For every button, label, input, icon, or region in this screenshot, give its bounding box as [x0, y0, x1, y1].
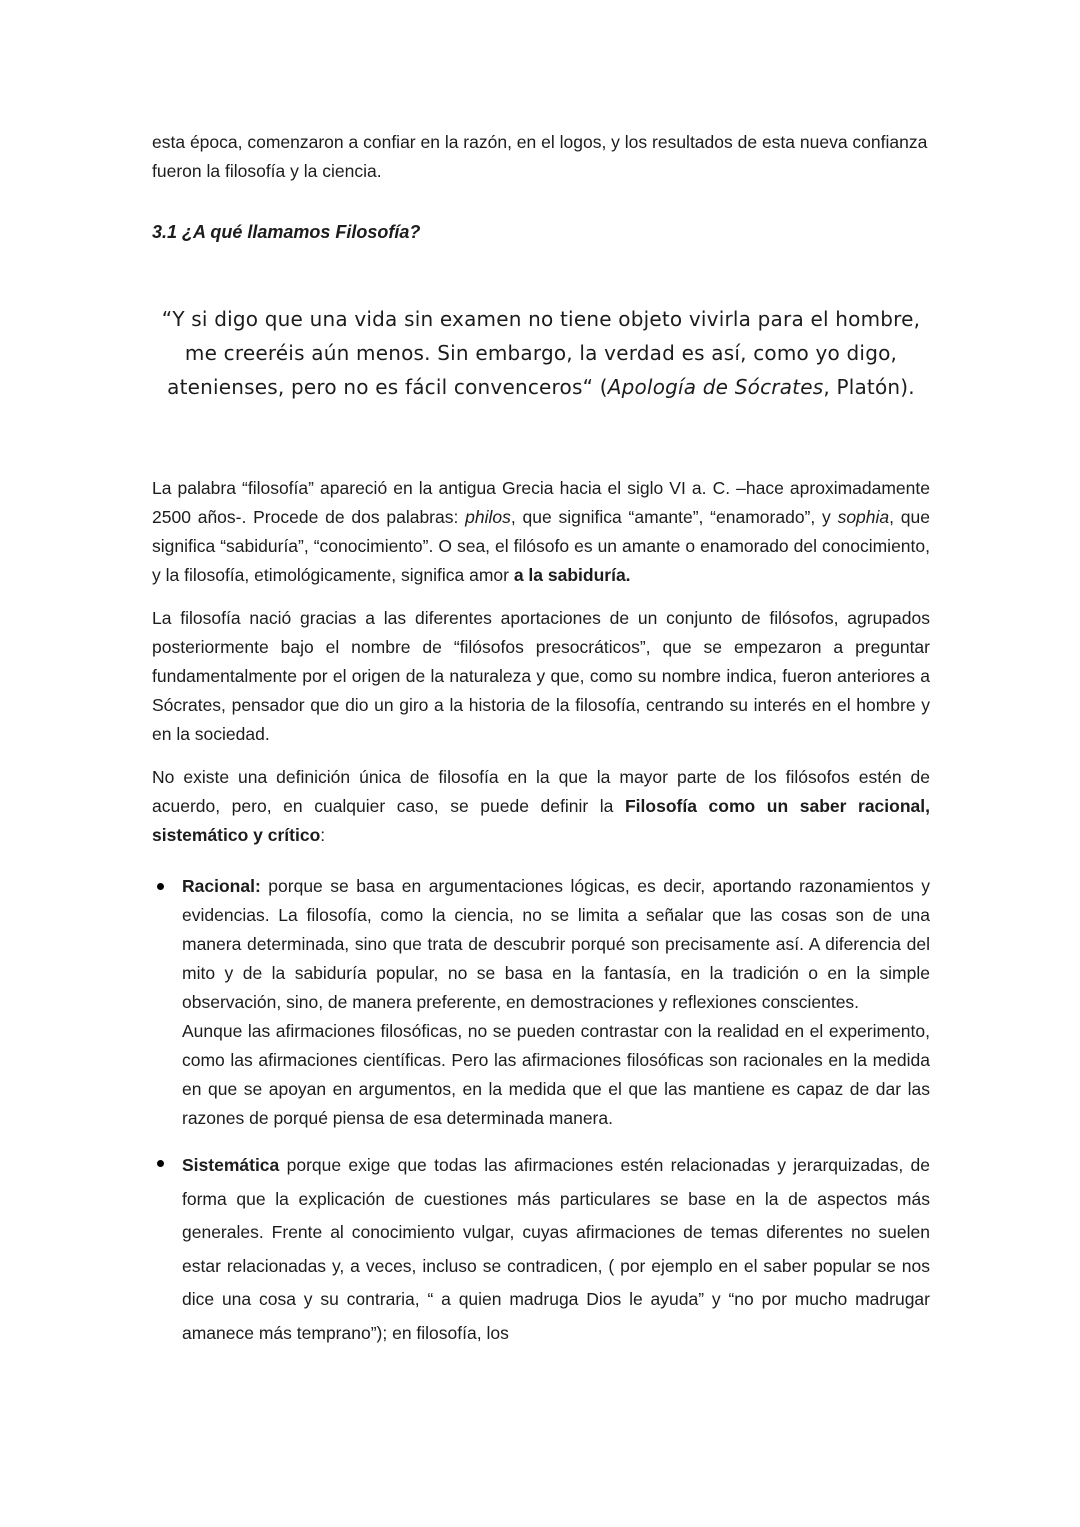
paragraph-etymology: La palabra “filosofía” apareció en la antigua Grecia hacia el siglo VI a. C. –hace aproximadamente 2500 años-. Procede de dos palabras: philos, que significa “amante”, “enamorado”, y sophia, que significa “sabiduría”, “conocimiento”. O sea, el filósofo es un amante o enamorado del conocimiento, y la filosofía, etimológicamente, significa amor a la sabiduría. [152, 478, 930, 585]
list-item-racional: Racional: porque se basa en argumentaciones lógicas, es decir, aportando razonamientos y evidencias. La filosofía, como la ciencia, no se limita a señalar que las cosas son de una manera determinada, sino que trata de descubrir porqué son precisamente así. A diferencia del mito y de la sabiduría popular, no se basa en la fantasía, en la tradición o en la simple observación, sino, de manera preferente, en demostraciones y reflexiones conscientes. Aunque las afirmaciones filosóficas, no se pueden contrastar con la realidad en el experimento, como las afirmaciones científicas. Pero las afirmaciones filosóficas son racionales en la medida en que se apoyan en argumentos, en la medida que el que las mantiene es capaz de dar las razones de porqué piensa de esa determinada manera. [152, 872, 930, 1133]
paragraph-presocratics: La filosofía nació gracias a las diferentes aportaciones de un conjunto de filósofos, agrupados posteriormente bajo el nombre de “filósofos presocráticos”, que se empezaron a preguntar fundamentalmente por el origen de la naturaleza y que, como su nombre indica, fueron anteriores a Sócrates, pensador que dio un giro a la historia de la filosofía, centrando su interés en el hombre y en la sociedad. [152, 608, 930, 744]
socrates-quote: “Y si digo que una vida sin examen no tiene objeto vivirla para el hombre, me creeréis aún menos. Sin embargo, la verdad es así, como yo digo, atenienses, pero no es fácil convenceros“ (Apología de Sócrates, Platón). [161, 307, 921, 399]
list-item-sistematica: Sistemática porque exige que todas las afirmaciones estén relacionadas y jerarquizadas, de forma que la explicación de cuestiones más particulares se base en la de aspectos más generales. Frente al conocimiento vulgar, cuyas afirmaciones de temas diferentes no suelen estar relacionadas y, a veces, incluso se contradicen, ( por ejemplo en el saber popular se nos dice una cosa y su contraria, “ a quien madruga Dios le ayuda” y “no por mucho madrugar amanece más temprano”); en filosofía, los [152, 1149, 930, 1350]
paragraph-definition: No existe una definición única de filosofía en la que la mayor parte de los filósofos estén de acuerdo, pero, en cualquier caso, se puede definir la Filosofía como un saber racional, sistemático y crítico: [152, 767, 930, 845]
intro-paragraph: esta época, comenzaron a confiar en la razón, en el logos, y los resultados de esta nueva confianza fueron la filosofía y la ciencia. [152, 132, 928, 181]
bullet-list [152, 872, 930, 1350]
section-heading: 3.1 ¿A qué llamamos Filosofía? [152, 222, 421, 242]
